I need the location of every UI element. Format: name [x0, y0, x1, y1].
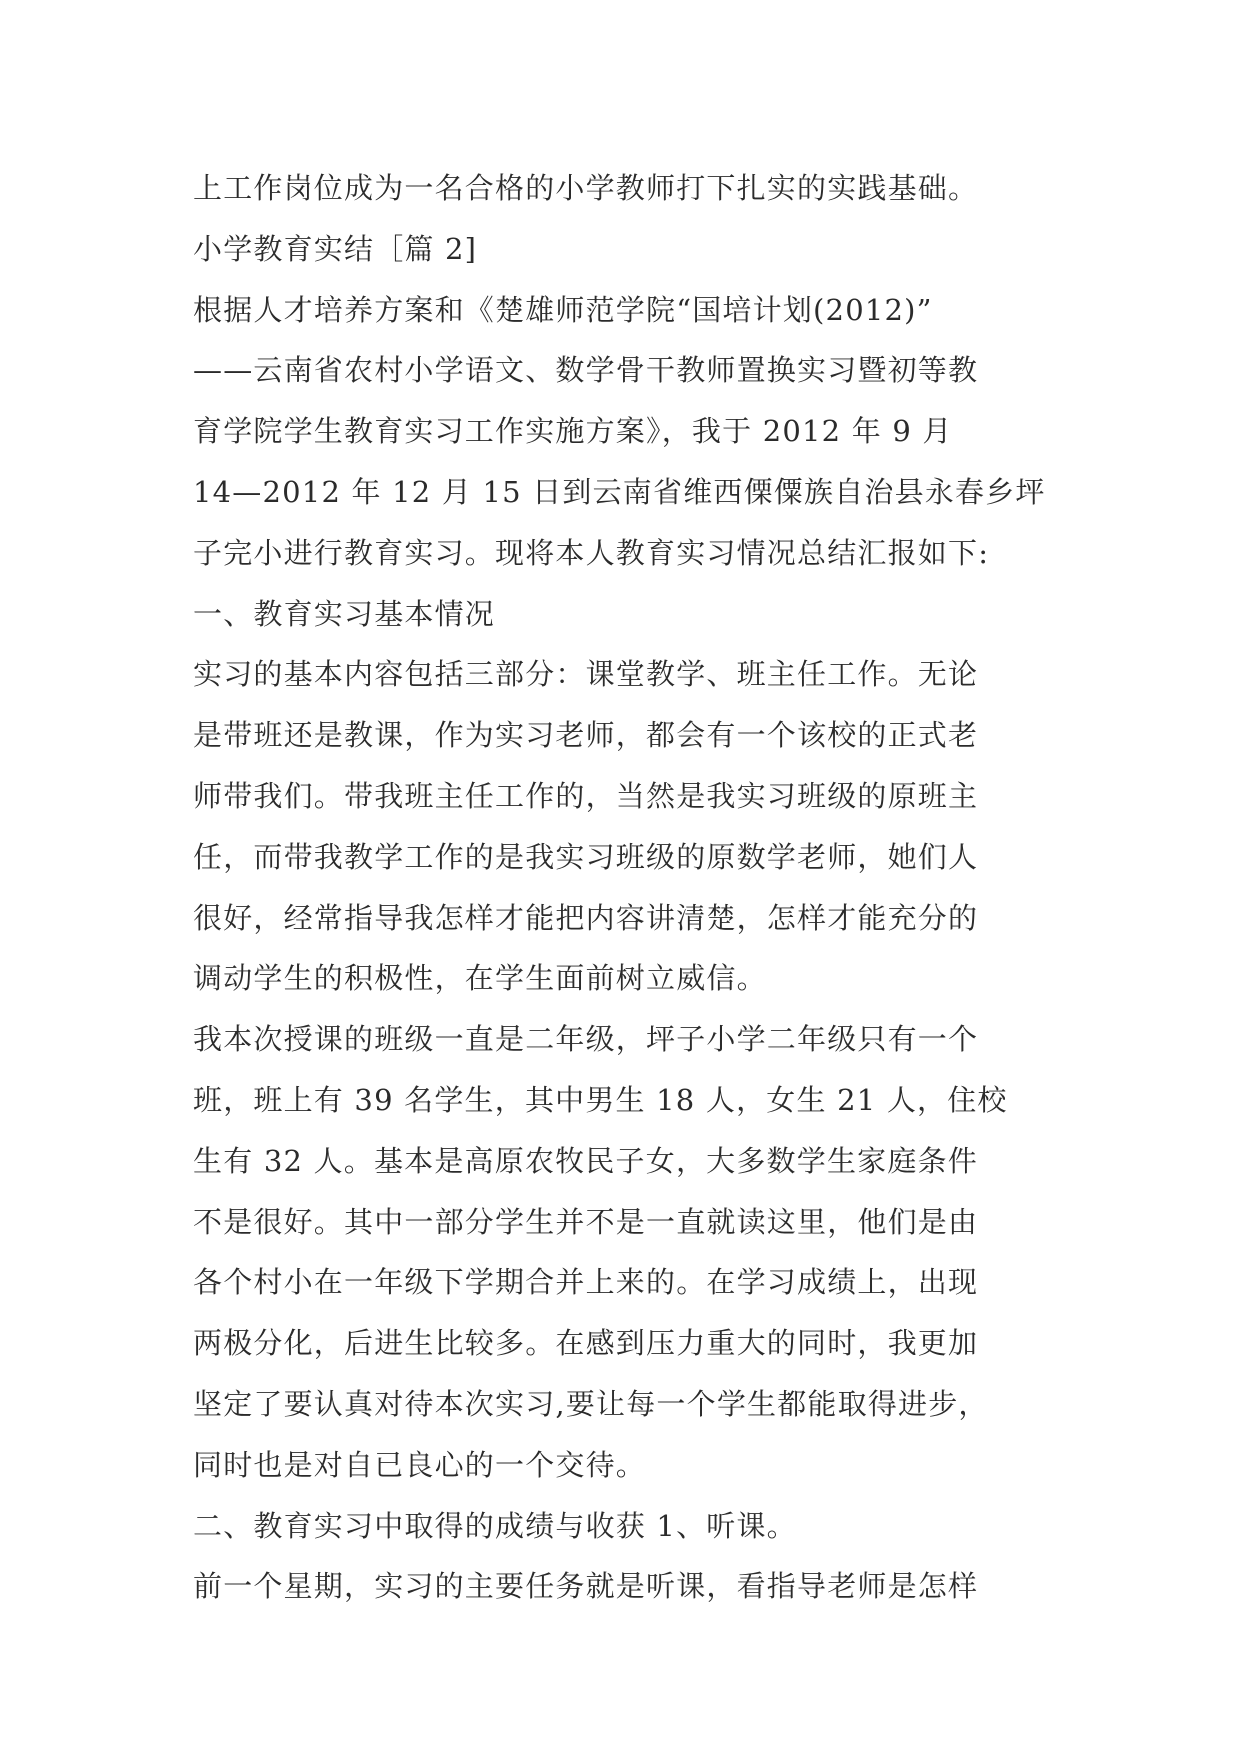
- text-line: 根据人才培养方案和《楚雄师范学院“国培计划(2012)”: [193, 292, 933, 327]
- text-line: 任，而带我教学工作的是我实习班级的原数学老师，她们人: [193, 839, 979, 874]
- section-heading: 一、教育实习基本情况: [193, 596, 496, 631]
- text-line: 生有 32 人。基本是高原农牧民子女，大多数学生家庭条件: [193, 1143, 978, 1178]
- text-line: 上工作岗位成为一名合格的小学教师打下扎实的实践基础。: [193, 171, 979, 205]
- text-line: 同时也是对自已良心的一个交待。: [193, 1447, 647, 1482]
- text-line: 子完小进行教育实习。现将本人教育实习情况总结汇报如下:: [193, 535, 990, 570]
- text-line: 前一个星期，实习的主要任务就是听课，看指导老师是怎样: [193, 1569, 979, 1604]
- text-line: 调动学生的积极性，在学生面前树立威信。: [193, 961, 767, 996]
- text-line: 实习的基本内容包括三部分：课堂教学、班主任工作。无论: [193, 657, 979, 692]
- text-line: 不是很好。其中一部分学生并不是一直就读这里，他们是由: [193, 1204, 979, 1239]
- text-line: 是带班还是教课，作为实习老师，都会有一个该校的正式老: [193, 718, 979, 753]
- text-line: 两极分化，后进生比较多。在感到压力重大的同时，我更加: [193, 1326, 979, 1361]
- section-heading: 小学教育实结［篇 2]: [193, 231, 478, 266]
- document-body: [193, 158, 1073, 1617]
- text-line: 班，班上有 39 名学生，其中男生 18 人，女生 21 人，住校: [193, 1082, 1008, 1117]
- text-line: 14—2012 年 12 月 15 日到云南省维西傈僳族自治县永春乡坪: [193, 474, 1046, 509]
- text-line: 各个村小在一年级下学期合并上来的。在学习成绩上，出现: [193, 1265, 979, 1300]
- text-line: 师带我们。带我班主任工作的，当然是我实习班级的原班主: [193, 778, 979, 813]
- text-line: ——云南省农村小学语文、数学骨干教师置换实习暨初等教: [193, 353, 979, 388]
- text-line: 很好，经常指导我怎样才能把内容讲清楚，怎样才能充分的: [193, 900, 979, 935]
- text-line: 坚定了要认真对待本次实习,要让每一个学生都能取得进步，: [193, 1386, 989, 1421]
- section-heading: 二、教育实习中取得的成绩与收获 1、听课。: [193, 1508, 797, 1543]
- text-line: 我本次授课的班级一直是二年级，坪子小学二年级只有一个: [193, 1022, 979, 1057]
- text-line: 育学院学生教育实习工作实施方案》，我于 2012 年 9 月: [193, 414, 953, 449]
